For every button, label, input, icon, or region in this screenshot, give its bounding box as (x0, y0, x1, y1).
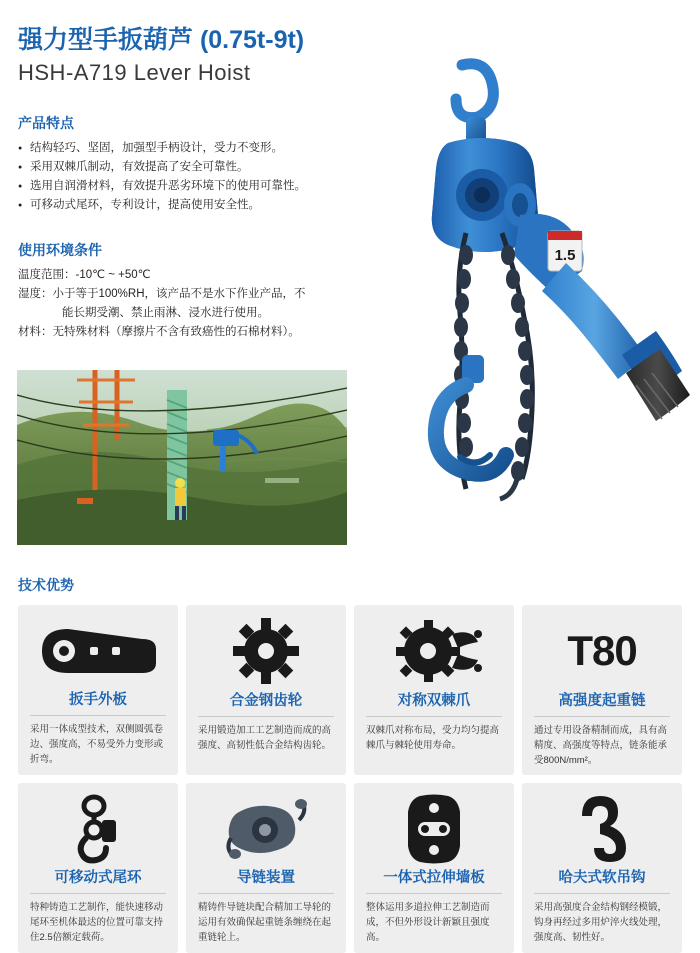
tech-card (354, 783, 514, 953)
feature-item: ● 选用自润滑材料，有效提升恶劣环境下的使用可靠性。 (18, 177, 388, 196)
page-title-cn: 强力型手扳葫芦 (0.75t-9t) (18, 26, 305, 54)
tech-card-desc: 通过专用设备精制而成，具有高精度、高强度等特点，链条能承受800N/mm²。 (534, 725, 668, 766)
movable-tail-ring-icon (30, 793, 166, 864)
svg-text:1.5: 1.5 (554, 247, 576, 264)
tech-card-desc: 精铸件导链块配合精加工导轮的运用有效确保起重链条缠绕在起重链轮上。 (198, 902, 332, 943)
feature-item: ● 结构轻巧、坚固，加强型手柄设计，受力不变形。 (18, 139, 388, 158)
tech-card (18, 605, 178, 775)
t80-grade-label: T80 (567, 627, 637, 674)
features-heading: 产品特点 (18, 115, 74, 131)
environment-value: -10℃ ~ +50℃ (75, 269, 151, 281)
features-list (18, 139, 388, 215)
feature-item: ● 可移动式尾环，专利设计，提高使用安全性。 (18, 196, 388, 215)
wrench-side-plate-icon (30, 615, 166, 686)
tech-card-title: 扳手外板 (69, 692, 127, 708)
environment-section (18, 240, 338, 342)
environment-label: 材料： (18, 326, 53, 338)
tech-card (186, 783, 346, 953)
tech-advantages-heading: 技术优势 (18, 577, 74, 593)
environment-row (18, 266, 338, 285)
divider (30, 715, 166, 716)
tech-card-title: 对称双棘爪 (397, 693, 471, 709)
t80-grade-icon (534, 615, 670, 687)
double-pawl-icon (366, 615, 502, 687)
tech-card (186, 605, 346, 775)
environment-value: 小于等于100%RH，该产品不是水下作业产品，不 (52, 288, 306, 300)
tech-card (354, 605, 514, 775)
divider (534, 893, 670, 894)
tech-card-title: 一体式拉伸墙板 (383, 870, 485, 886)
tech-advantages-section (18, 575, 682, 953)
divider (366, 893, 502, 894)
hook-icon (534, 793, 670, 864)
tech-card-title: 可移动式尾环 (54, 870, 142, 886)
tech-card-desc: 整体运用多道拉伸工艺制造而成，不但外形设计新颖且强度高。 (366, 902, 490, 943)
environment-row (18, 285, 338, 323)
alloy-gear-icon (198, 615, 334, 687)
tech-card-desc: 双棘爪对称布局，受力均匀提高棘爪与棘轮使用寿命。 (366, 725, 500, 751)
environment-heading: 使用环境条件 (18, 242, 102, 258)
tech-card-title: 高强度起重链 (558, 693, 646, 709)
tech-card (522, 783, 682, 953)
one-piece-wall-plate-icon (366, 793, 502, 864)
tech-card-title: 哈夫式软吊钩 (558, 870, 646, 886)
tech-card-desc: 采用锻造加工工艺制造而成的高强度、高韧性低合金结构齿轮。 (198, 725, 332, 751)
tech-card-desc: 采用高强度合金结构钢经模锻，钩身再经过多用炉淬火线处理，强度高、韧性好。 (534, 902, 668, 943)
features-section (18, 113, 388, 215)
tech-card (522, 605, 682, 775)
tech-advantages-grid (18, 605, 682, 953)
feature-item: ● 采用双棘爪制动，有效提高了安全可靠性。 (18, 158, 388, 177)
tech-card-title: 合金钢齿轮 (229, 693, 303, 709)
tech-card-title: 导链装置 (237, 870, 295, 886)
environment-value-cont: 能长期受潮、禁止雨淋、浸水进行使用。 (62, 307, 269, 319)
tech-card (18, 783, 178, 953)
tech-card-desc: 采用一体成型技术，双侧圆弧卷边、强度高，不易受外力变形或折弯。 (30, 724, 164, 765)
page-title-en: HSH-A719 Lever Hoist (18, 60, 251, 85)
chain-guide-icon (198, 793, 334, 864)
divider (198, 716, 334, 717)
environment-label: 湿度： (18, 288, 53, 300)
environment-row (18, 323, 338, 342)
divider (198, 893, 334, 894)
field-application-photo (17, 370, 347, 545)
lever-hoist-photo (370, 55, 690, 560)
divider (366, 716, 502, 717)
environment-value: 无特殊材料（摩擦片不含有致癌性的石棉材料）。 (52, 326, 300, 338)
divider (534, 716, 670, 717)
tech-card-desc: 特种铸造工艺制作，能快速移动尾环至机体最迖的位置可靠支持住2.5倍额定载荷。 (30, 902, 164, 943)
divider (30, 893, 166, 894)
environment-label: 温度范围： (18, 269, 76, 281)
